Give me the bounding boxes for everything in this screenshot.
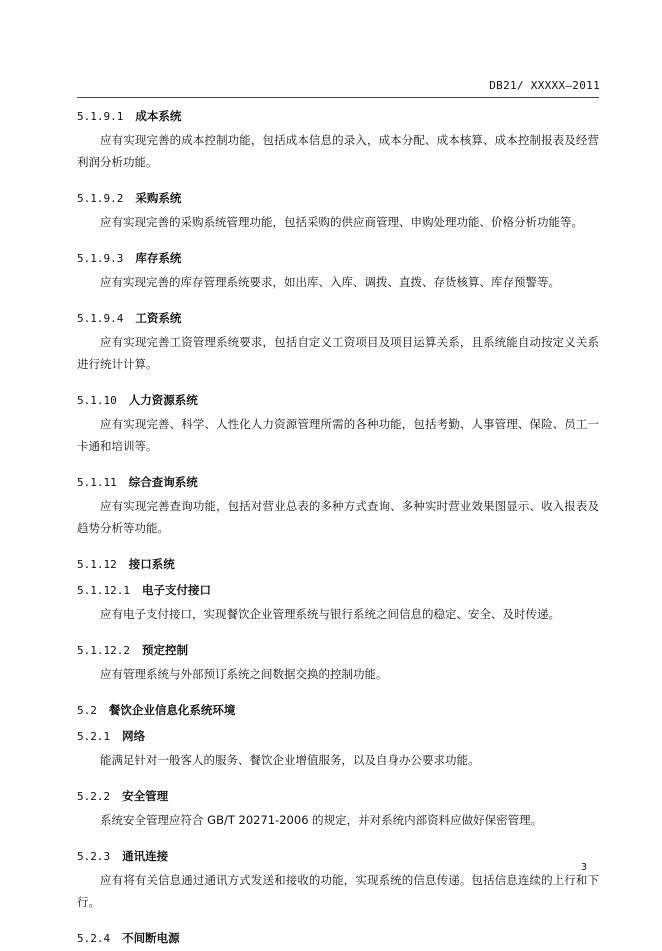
section-title: 电子支付接口 (141, 583, 211, 597)
section-paragraph: 应有实现完善工资管理系统要求，包括自定义工资项目及项目运算关系，且系统能自动按定义关系进行统计计算。 (77, 335, 599, 371)
section-heading (77, 925, 599, 951)
section-heading (77, 551, 599, 577)
section-paragraph: 应有实现完善的成本控制功能，包括成本信息的录入，成本分配、成本核算、成本控制报表及经营利润分析功能。 (77, 133, 599, 169)
section-number: 5.2.4 (77, 932, 111, 945)
section-number: 5.2.3 (77, 850, 111, 863)
section-paragraph: 系统安全管理应符合 GB/T 20271-2006 的规定，并对系统内部资料应做好保密管理。 (100, 813, 543, 827)
section-paragraph: 应有电子支付接口，实现餐饮企业管理系统与银行系统之间信息的稳定、安全、及时传递。 (100, 607, 560, 621)
section-number: 5.1.11 (77, 476, 117, 489)
section-title: 采购系统 (135, 191, 182, 205)
page-number: 3 (580, 862, 587, 873)
section-number: 5.1.9.3 (77, 252, 124, 265)
section-number: 5.1.12.1 (77, 584, 130, 597)
section-title: 接口系统 (128, 557, 175, 571)
section-heading (77, 305, 599, 331)
section-paragraph: 应有实现完善的采购系统管理功能，包括采购的供应商管理、申购处理功能、价格分析功能等。 (100, 215, 583, 229)
section-number: 5.1.12.2 (77, 644, 130, 657)
section-title: 不间断电源 (122, 931, 180, 945)
section-heading (77, 387, 599, 413)
section-title: 人力资源系统 (128, 393, 198, 407)
section-heading (77, 697, 599, 723)
section-title: 安全管理 (122, 789, 169, 803)
section-paragraph: 应有实现完善查询功能，包括对营业总表的多种方式查询、多种实时营业效果图显示、收入报表及趋势分析等功能。 (77, 499, 599, 535)
document-id: DB21/ XXXXX—2011 (489, 79, 600, 92)
section-number: 5.1.9.1 (77, 110, 124, 123)
section-paragraph: 能满足针对一般客人的服务、餐饮企业增值服务，以及自身办公要求功能。 (100, 753, 480, 767)
section-number: 5.2 (77, 704, 97, 717)
section-number: 5.1.9.2 (77, 192, 124, 205)
section-heading (77, 637, 599, 663)
section-paragraph: 应有管理系统与外部预订系统之间数据交换的控制功能。 (100, 667, 388, 681)
section-number: 5.1.10 (77, 394, 117, 407)
section-title: 库存系统 (135, 251, 182, 265)
section-heading (77, 723, 599, 749)
section-title: 工资系统 (135, 311, 182, 325)
section-title: 预定控制 (141, 643, 188, 657)
section-heading (77, 185, 599, 211)
section-heading (77, 577, 599, 603)
section-heading (77, 469, 599, 495)
section-number: 5.1.9.4 (77, 312, 124, 325)
section-heading (77, 843, 599, 869)
section-heading (77, 245, 599, 271)
section-title: 通讯连接 (122, 849, 169, 863)
document-body (77, 103, 599, 951)
section-number: 5.2.2 (77, 790, 111, 803)
section-paragraph: 应有实现完善的库存管理系统要求，如出库、入库、调拨、直拨、存货核算、库存预警等。 (100, 275, 560, 289)
section-title: 综合查询系统 (128, 475, 198, 489)
section-title: 网络 (122, 729, 146, 743)
section-title: 成本系统 (135, 109, 182, 123)
header-divider (77, 97, 599, 98)
section-heading (77, 783, 599, 809)
section-title: 餐饮企业信息化系统环境 (108, 703, 236, 717)
section-number: 5.2.1 (77, 730, 111, 743)
section-heading (77, 103, 599, 129)
section-paragraph: 应有将有关信息通过通讯方式发送和接收的功能，实现系统的信息传递。包括信息连续的上行和下行。 (77, 873, 599, 909)
section-paragraph: 应有实现完善、科学、人性化人力资源管理所需的各种功能，包括考勤、人事管理、保险、员工一卡通和培训等。 (77, 417, 599, 453)
section-number: 5.1.12 (77, 558, 117, 571)
